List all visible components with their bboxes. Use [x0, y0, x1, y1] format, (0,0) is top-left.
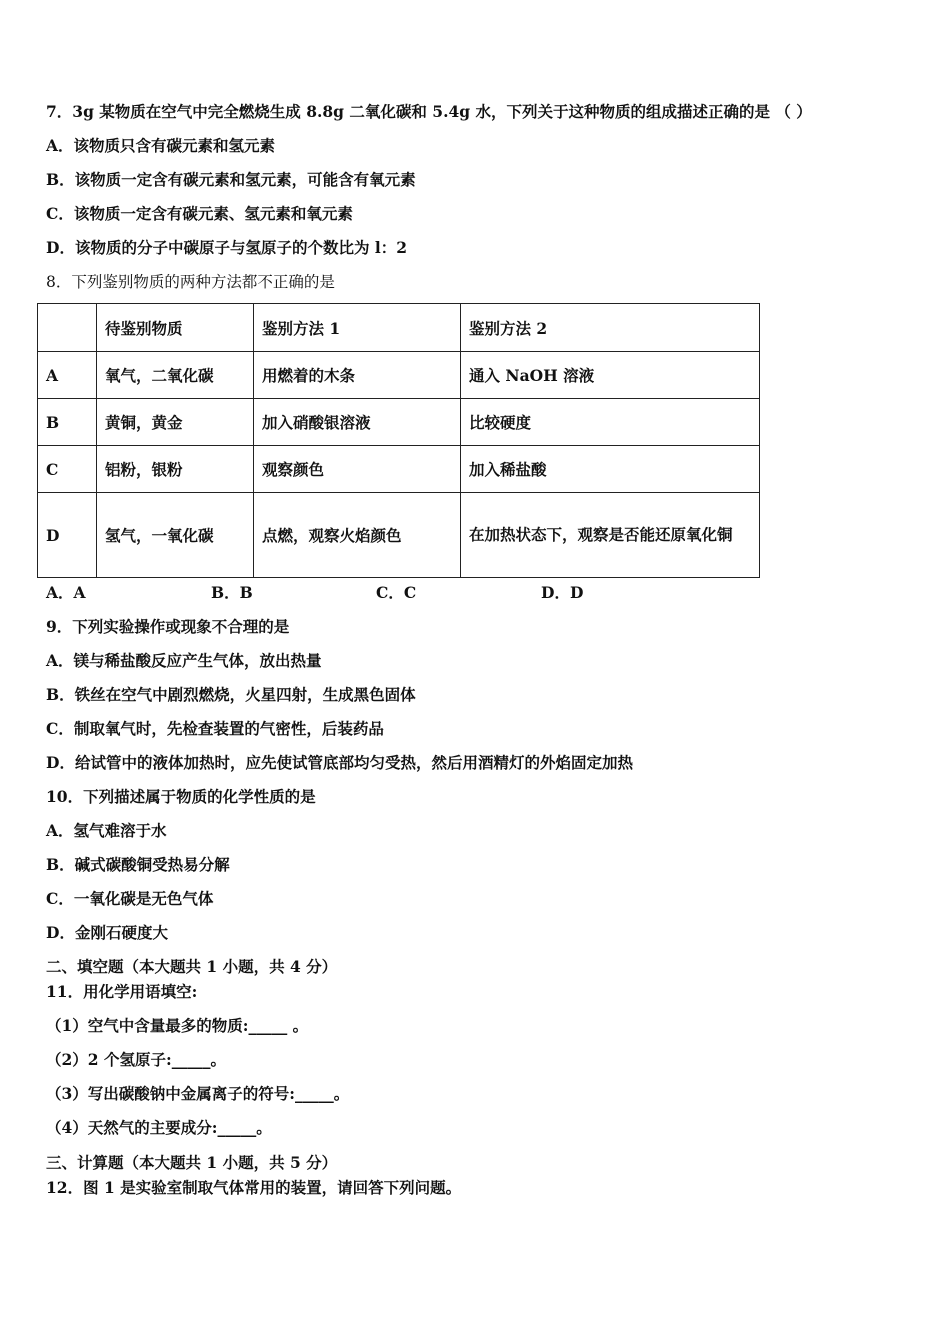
q10-option-d: D．金刚石硬度大 — [46, 923, 168, 942]
table-cell: 加入稀盐酸 — [461, 446, 760, 493]
table-cell: 观察颜色 — [254, 446, 461, 493]
q9-option-d: D．给试管中的液体加热时，应先使试管底部均匀受热，然后用酒精灯的外焰固定加热 — [46, 753, 633, 772]
table-row — [38, 446, 760, 493]
q7-option-b: B．该物质一定含有碳元素和氢元素，可能含有氧元素 — [46, 170, 416, 189]
table-header-cell: 鉴别方法 2 — [461, 304, 760, 352]
q8-option-b: B．B — [211, 583, 253, 602]
section-2-title: 二、填空题（本大题共 1 小题，共 4 分） — [46, 957, 338, 976]
table-cell: 氢气，一氧化碳 — [97, 493, 254, 578]
q9-option-c: C．制取氧气时，先检查装置的气密性，后装药品 — [46, 719, 384, 738]
q11-item-4: （4）天然气的主要成分:_____。 — [46, 1118, 272, 1137]
table-cell: 黄铜，黄金 — [97, 399, 254, 446]
table-row — [38, 493, 760, 578]
q8-option-c: C．C — [376, 583, 417, 602]
q7-option-a: A．该物质只含有碳元素和氢元素 — [46, 136, 276, 155]
q11-item-1: （1）空气中含量最多的物质:_____ 。 — [46, 1016, 309, 1035]
q11-item-3: （3）写出碳酸钠中金属离子的符号:_____。 — [46, 1084, 350, 1103]
q8-option-d: D．D — [541, 583, 584, 602]
table-header-row — [38, 304, 760, 352]
q9-option-a: A．镁与稀盐酸反应产生气体，放出热量 — [46, 651, 322, 670]
table-cell: 在加热状态下，观察是否能还原氧化铜 — [461, 493, 760, 578]
table-cell: D — [38, 493, 97, 578]
q10-option-b: B．碱式碳酸铜受热易分解 — [46, 855, 230, 874]
q12-stem: 12．图 1 是实验室制取气体常用的装置，请回答下列问题。 — [46, 1178, 462, 1197]
table-row — [38, 352, 760, 399]
q10-stem: 10．下列描述属于物质的化学性质的是 — [46, 787, 316, 806]
table-cell: C — [38, 446, 97, 493]
table-cell: 氧气，二氧化碳 — [97, 352, 254, 399]
q7-option-d: D．该物质的分子中碳原子与氢原子的个数比为 l：2 — [46, 238, 408, 257]
table-row — [38, 399, 760, 446]
q10-option-c: C．一氧化碳是无色气体 — [46, 889, 214, 908]
q7-stem: 7．3g 某物质在空气中完全燃烧生成 8.8g 二氧化碳和 5.4g 水，下列关于这种物质的组成描述正确的是 （ ） — [46, 102, 812, 121]
table-cell: 铝粉，银粉 — [97, 446, 254, 493]
q8-stem: 8．下列鉴别物质的两种方法都不正确的是 — [46, 273, 335, 291]
table-header-cell: 鉴别方法 1 — [254, 304, 461, 352]
q8-table — [37, 303, 760, 578]
q8-option-a: A．A — [46, 583, 86, 602]
q10-option-a: A．氢气难溶于水 — [46, 821, 167, 840]
q9-option-b: B．铁丝在空气中剧烈燃烧，火星四射，生成黑色固体 — [46, 685, 416, 704]
table-cell: 用燃着的木条 — [254, 352, 461, 399]
q7-option-c: C．该物质一定含有碳元素、氢元素和氧元素 — [46, 204, 353, 223]
table-header-cell — [38, 304, 97, 352]
q11-stem: 11．用化学用语填空: — [46, 982, 198, 1001]
table-cell: A — [38, 352, 97, 399]
table-cell: 加入硝酸银溶液 — [254, 399, 461, 446]
table-cell: B — [38, 399, 97, 446]
table-cell: 点燃，观察火焰颜色 — [254, 493, 461, 578]
q9-stem: 9．下列实验操作或现象不合理的是 — [46, 617, 290, 636]
section-3-title: 三、计算题（本大题共 1 小题，共 5 分） — [46, 1153, 338, 1172]
table-header-cell: 待鉴别物质 — [97, 304, 254, 352]
table-cell: 比较硬度 — [461, 399, 760, 446]
table-cell: 通入 NaOH 溶液 — [461, 352, 760, 399]
q11-item-2: （2）2 个氢原子:_____。 — [46, 1050, 226, 1069]
